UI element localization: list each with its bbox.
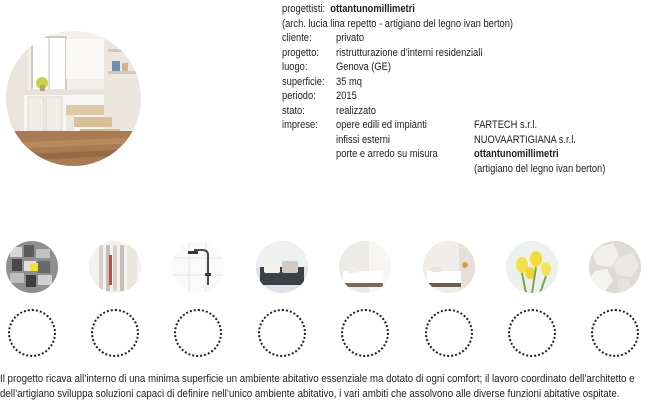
project-credits bbox=[282, 2, 648, 182]
designers-value: ottantunomillimetri bbox=[330, 3, 415, 15]
period-value: 2015 bbox=[336, 90, 357, 102]
thumbnail-shower bbox=[172, 241, 224, 293]
period-label: periodo: bbox=[282, 90, 316, 102]
client-value: privato bbox=[336, 32, 365, 44]
designers-row bbox=[282, 2, 444, 17]
placeholder-circle bbox=[591, 309, 639, 357]
project-description bbox=[0, 372, 648, 401]
description-line: Il progetto ricava all’interno di una minima superficie un ambiente abitativo essenziale ma dotato di ogni comfort; il lavoro coordinato dell’architetto e bbox=[0, 373, 635, 385]
designers-detail-row bbox=[282, 17, 564, 32]
designers-label: progettisti: bbox=[282, 3, 326, 15]
placeholder-circle bbox=[8, 309, 56, 357]
thumbnail-flowers bbox=[506, 241, 558, 293]
place-label: luogo: bbox=[282, 61, 308, 73]
thumbnail-materials bbox=[6, 241, 58, 293]
client-label: cliente: bbox=[282, 32, 312, 44]
firm-work: porte e arredo su misura bbox=[336, 148, 438, 160]
placeholder-circle bbox=[341, 309, 389, 357]
area-value: 35 mq bbox=[336, 75, 362, 88]
firm-work: opere edili ed impianti bbox=[336, 119, 427, 131]
thumbnail-radiator bbox=[89, 241, 141, 293]
designers-detail: (arch. lucia lina repetto - artigiano del legno ivan berton) bbox=[282, 17, 514, 30]
firms-label: imprese: bbox=[282, 119, 318, 131]
placeholder-circle bbox=[91, 309, 139, 357]
description-line: dell’artigiano sviluppa soluzioni capaci di definire nell’unico ambiente abitativo, i vari ambiti che assolvono alle diverse funzioni abitative ospitate. bbox=[0, 387, 620, 400]
status-label: stato: bbox=[282, 104, 305, 117]
firm-work: infissi esterni bbox=[336, 133, 390, 146]
firm-note: (artigiano del legno ivan berton) bbox=[474, 162, 606, 175]
placeholder-circle bbox=[508, 309, 556, 357]
placeholder-circle bbox=[425, 309, 473, 357]
placeholder-circle bbox=[258, 309, 306, 357]
hero-photo-interior bbox=[6, 31, 141, 166]
area-label: superficie: bbox=[282, 75, 325, 88]
placeholder-circle bbox=[174, 309, 222, 357]
thumbnail-bedroom bbox=[423, 241, 475, 293]
status-value: realizzato bbox=[336, 104, 376, 117]
place-value: Genova (GE) bbox=[336, 61, 392, 73]
project-value: ristrutturazione d’interni residenziali bbox=[336, 46, 483, 59]
thumbnail-hexagon-panels bbox=[589, 241, 641, 293]
project-label: progetto: bbox=[282, 46, 319, 59]
firm-company: ottantunomillimetri bbox=[474, 148, 559, 160]
thumbnail-bed bbox=[339, 241, 391, 293]
thumbnail-sofa bbox=[256, 241, 308, 293]
firm-company: FARTECH s.r.l. bbox=[474, 119, 538, 131]
firm-company: NUOVAARTIGIANA s.r.l. bbox=[474, 133, 576, 146]
